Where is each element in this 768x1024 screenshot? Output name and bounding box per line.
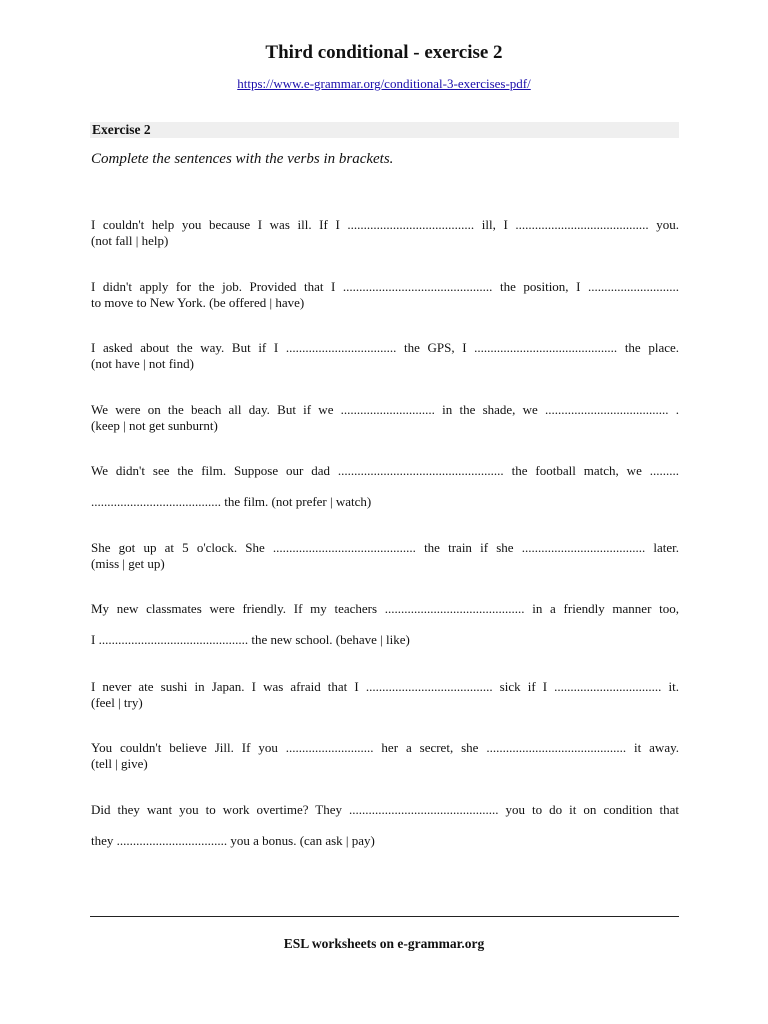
sentence-verbs: (not fall | help) [91, 233, 169, 248]
sentence-line [91, 463, 679, 479]
exercise-instruction: Complete the sentences with the verbs in brackets. [91, 151, 394, 167]
sentence-line [91, 295, 679, 311]
sentence-text: She got up at 5 o'clock. She ............................................ the train if she ...................................... later. [91, 540, 679, 555]
sentence-line [91, 632, 679, 648]
sentence-line [91, 279, 679, 295]
sentence-verbs: (feel | try) [91, 695, 143, 710]
sentence-verbs: (miss | get up) [91, 556, 165, 571]
sentence-line [91, 601, 679, 617]
sentence-line [91, 556, 679, 572]
sentence-text: We were on the beach all day. But if we ............................. in the shade, we ...................................... . [91, 402, 679, 417]
sentence-line [91, 418, 679, 434]
sentence-5 [91, 463, 679, 510]
sentence-text: I never ate sushi in Japan. I was afraid that I ....................................... sick if I ................................. it. [91, 679, 679, 694]
sentence-continuation: I .............................................. the new school. (behave | like) [91, 632, 410, 647]
sentence-10 [91, 802, 679, 849]
sentence-text: I couldn't help you because I was ill. If I ....................................... ill, I ......................................... you. [91, 217, 679, 232]
sentence-8 [91, 679, 679, 711]
sentence-line [91, 494, 679, 510]
sentence-line [91, 695, 679, 711]
sentence-line [91, 217, 679, 233]
sentence-verbs: to move to New York. (be offered | have) [91, 295, 305, 310]
sentence-text: I didn't apply for the job. Provided that I .............................................. the position, I ............................ [91, 279, 679, 294]
sentence-6 [91, 540, 679, 572]
sentence-text: Did they want you to work overtime? They .............................................. you to do it on condition that [91, 802, 679, 817]
sentence-text: My new classmates were friendly. If my teachers ........................................... in a friendly manner too, [91, 601, 679, 616]
sentence-line [91, 356, 679, 372]
sentence-verbs: (tell | give) [91, 756, 148, 771]
sentence-3 [91, 340, 679, 372]
sentence-line [91, 679, 679, 695]
page-title: Third conditional - exercise 2 [265, 42, 503, 63]
sentence-text: You couldn't believe Jill. If you ........................... her a secret, she ........................................... it away. [91, 740, 679, 755]
sentence-line [91, 402, 679, 418]
sentence-4 [91, 402, 679, 434]
footer-divider [90, 916, 679, 917]
sentence-line [91, 340, 679, 356]
sentence-continuation: ........................................ the film. (not prefer | watch) [91, 494, 372, 509]
footer-text: ESL worksheets on e-grammar.org [283, 936, 485, 951]
sentence-line [91, 833, 679, 849]
sentence-line [91, 756, 679, 772]
sentence-line [91, 740, 679, 756]
sentence-verbs: (not have | not find) [91, 356, 194, 371]
sentence-2 [91, 279, 679, 311]
sentence-9 [91, 740, 679, 772]
sentence-verbs: (keep | not get sunburnt) [91, 418, 218, 433]
source-link[interactable]: https://www.e-grammar.org/conditional-3-exercises-pdf/ [237, 76, 531, 91]
exercise-heading: Exercise 2 [90, 122, 679, 138]
sentence-line [91, 540, 679, 556]
sentence-1 [91, 217, 679, 249]
sentence-line [91, 233, 679, 249]
sentence-text: I asked about the way. But if I .................................. the GPS, I ............................................ the place. [91, 340, 679, 355]
sentence-continuation: they .................................. you a bonus. (can ask | pay) [91, 833, 375, 848]
sentence-text: We didn't see the film. Suppose our dad ................................................... the football match, we ......... [91, 463, 679, 478]
sentence-7 [91, 601, 679, 648]
sentence-line [91, 802, 679, 818]
